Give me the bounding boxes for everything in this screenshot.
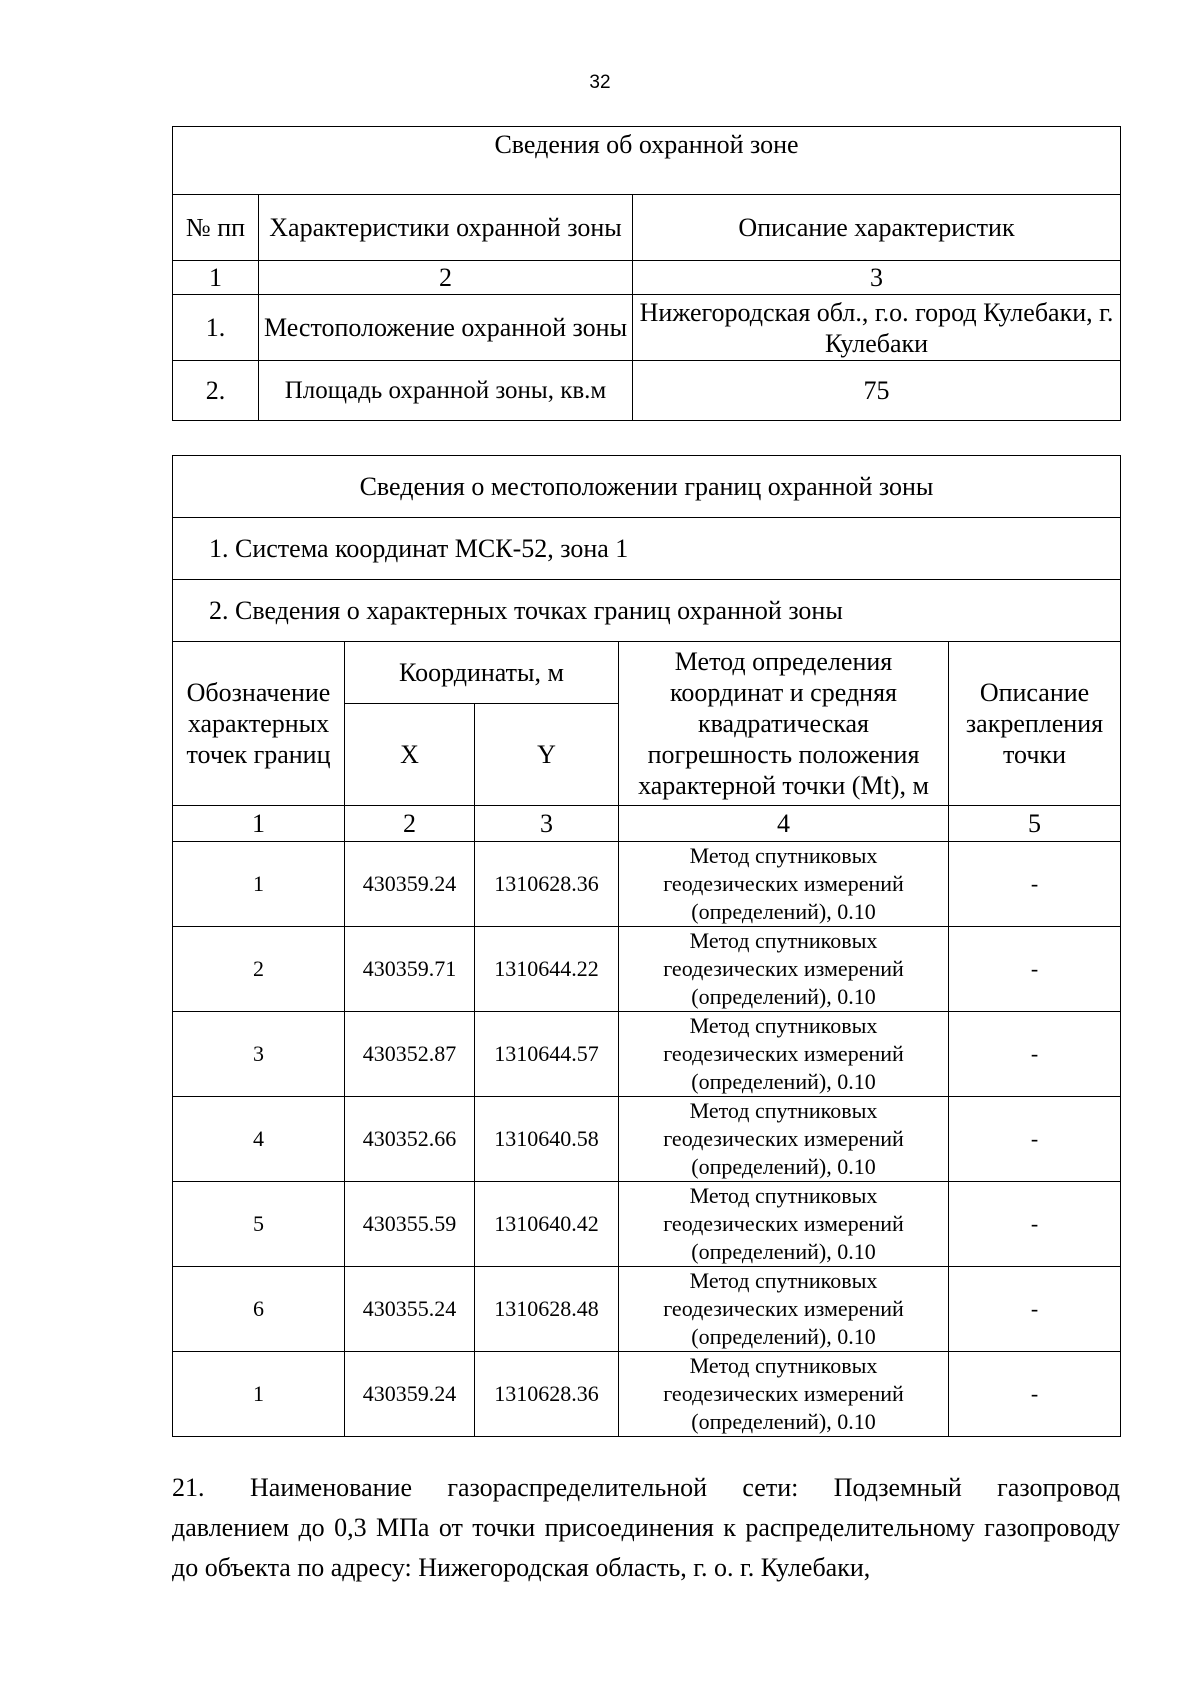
- point-x: 430352.87: [345, 1012, 475, 1097]
- point-y: 1310644.57: [475, 1012, 619, 1097]
- point-id: 1: [173, 842, 345, 927]
- point-fixing: -: [949, 1012, 1121, 1097]
- col-number: 4: [619, 806, 949, 842]
- row-number: 1.: [173, 295, 259, 361]
- point-fixing: -: [949, 1182, 1121, 1267]
- point-method: Метод спутниковых геодезических измерений (определений), 0.10: [619, 842, 949, 927]
- point-x: 430359.71: [345, 927, 475, 1012]
- point-x: 430355.24: [345, 1267, 475, 1352]
- point-id: 1: [173, 1352, 345, 1437]
- table-row: [173, 1267, 1121, 1352]
- point-y: 1310628.48: [475, 1267, 619, 1352]
- point-fixing: -: [949, 842, 1121, 927]
- point-id: 5: [173, 1182, 345, 1267]
- header-y: Y: [475, 704, 619, 806]
- header-number: № пп: [173, 195, 259, 261]
- table-row: [173, 1352, 1121, 1437]
- header-description: Описание характеристик: [633, 195, 1121, 261]
- point-fixing: -: [949, 1352, 1121, 1437]
- col-number: 5: [949, 806, 1121, 842]
- header-fixing: Описание закрепления точки: [949, 642, 1121, 806]
- col-number: 2: [259, 261, 633, 295]
- point-x: 430355.59: [345, 1182, 475, 1267]
- gas-network-paragraph: [172, 1468, 1120, 1588]
- boundaries-table: [172, 455, 1121, 1437]
- table-row: [173, 295, 1121, 361]
- header-characteristics: Характеристики охранной зоны: [259, 195, 633, 261]
- header-designation: Обозначение характерных точек границ: [173, 642, 345, 806]
- point-x: 430352.66: [345, 1097, 475, 1182]
- points-title: 2. Сведения о характерных точках границ охранной зоны: [173, 580, 1121, 642]
- protection-zone-table: [172, 126, 1121, 421]
- header-method: Метод определения координат и средняя квадратическая погрешность положения характерной точки (Mt), м: [619, 642, 949, 806]
- boundaries-title: Сведения о местоположении границ охранной зоны: [173, 456, 1121, 518]
- table-row: [173, 1012, 1121, 1097]
- table-row: [173, 927, 1121, 1012]
- row-value: Нижегородская обл., г.о. город Кулебаки, г. Кулебаки: [633, 295, 1121, 361]
- point-y: 1310640.58: [475, 1097, 619, 1182]
- point-fixing: -: [949, 1267, 1121, 1352]
- row-name: Площадь охранной зоны, кв.м: [259, 361, 633, 421]
- point-fixing: -: [949, 1097, 1121, 1182]
- col-number: 3: [475, 806, 619, 842]
- point-method: Метод спутниковых геодезических измерений (определений), 0.10: [619, 927, 949, 1012]
- header-coordinates: Координаты, м: [345, 642, 619, 704]
- point-method: Метод спутниковых геодезических измерений (определений), 0.10: [619, 1267, 949, 1352]
- point-id: 3: [173, 1012, 345, 1097]
- point-method: Метод спутниковых геодезических измерений (определений), 0.10: [619, 1352, 949, 1437]
- protection-zone-title: Сведения об охранной зоне: [173, 127, 1121, 195]
- point-y: 1310640.42: [475, 1182, 619, 1267]
- table-row: [173, 842, 1121, 927]
- coordinate-system: 1. Система координат МСК-52, зона 1: [173, 518, 1121, 580]
- point-id: 4: [173, 1097, 345, 1182]
- point-y: 1310628.36: [475, 1352, 619, 1437]
- table-row: [173, 1097, 1121, 1182]
- row-number: 2.: [173, 361, 259, 421]
- row-name: Местоположение охранной зоны: [259, 295, 633, 361]
- point-y: 1310628.36: [475, 842, 619, 927]
- col-number: 2: [345, 806, 475, 842]
- paragraph-number: 21.: [172, 1473, 205, 1502]
- point-id: 2: [173, 927, 345, 1012]
- col-number: 1: [173, 806, 345, 842]
- point-x: 430359.24: [345, 1352, 475, 1437]
- col-number: 3: [633, 261, 1121, 295]
- table-row: [173, 1182, 1121, 1267]
- point-method: Метод спутниковых геодезических измерений (определений), 0.10: [619, 1012, 949, 1097]
- point-x: 430359.24: [345, 842, 475, 927]
- point-method: Метод спутниковых геодезических измерений (определений), 0.10: [619, 1097, 949, 1182]
- point-method: Метод спутниковых геодезических измерений (определений), 0.10: [619, 1182, 949, 1267]
- table-row: [173, 361, 1121, 421]
- point-y: 1310644.22: [475, 927, 619, 1012]
- row-value: 75: [633, 361, 1121, 421]
- point-fixing: -: [949, 927, 1121, 1012]
- page-number: 32: [589, 72, 611, 93]
- point-id: 6: [173, 1267, 345, 1352]
- col-number: 1: [173, 261, 259, 295]
- paragraph-text: Наименование газораспределительной сети: Подземный газопровод давлением до 0,3 МПа от точки присоединения к распределительному газопроводу до объекта по адресу: Нижегородская область, г. о. г. Кулебаки,: [172, 1473, 1120, 1582]
- header-x: X: [345, 704, 475, 806]
